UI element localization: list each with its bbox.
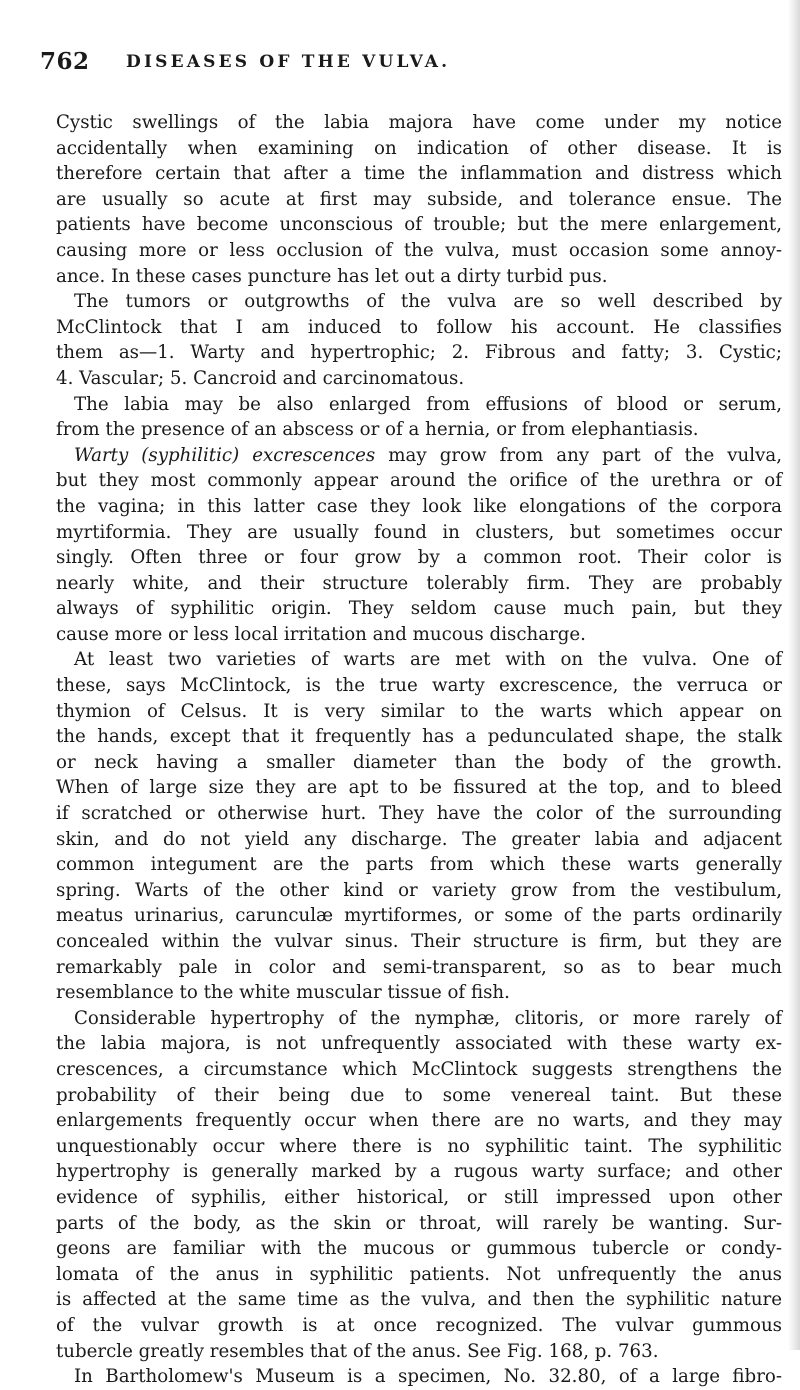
text-line: ance. In these cases puncture has let out a dirty turbid pus. (56, 265, 608, 287)
text-line: tubercle greatly resembles that of the anus. See Fig. 168, p. 763. (56, 1340, 659, 1362)
text-line: nearly white, and their structure tolerably firm. They are probably (56, 572, 782, 594)
text-line: of the vulvar growth is at once recognized. The vulvar gummous (56, 1314, 782, 1336)
text-line: evidence of syphilis, either historical, or still impressed upon other (56, 1186, 782, 1208)
page-number: 762 (40, 48, 90, 75)
text-line: In Bartholomew's Museum is a specimen, No. 32.80, of a large fibro- (74, 1366, 782, 1388)
text-line: Cystic swellings of the labia majora have come under my notice (56, 112, 782, 133)
text-line: them as—1. Warty and hypertrophic; 2. Fibrous and fatty; 3. Cystic; (56, 342, 782, 364)
text-line: thymion of Celsus. It is very similar to the warts which appear on (56, 700, 782, 722)
text-line: When of large size they are apt to be fissured at the top, and to bleed (56, 777, 782, 799)
text-line: concealed within the vulvar sinus. Their structure is firm, but they are (56, 931, 782, 952)
text-line: geons are familiar with the mucous or gummous tubercle or condy- (56, 1238, 782, 1260)
text-line: probability of their being due to some venereal taint. But these (56, 1084, 782, 1106)
text-line: remarkably pale in color and semi-transparent, so as to bear much (56, 956, 782, 978)
text-line: the vagina; in this latter case they look like elongations of the corpora (56, 495, 782, 517)
text-line: the labia majora, is not unfrequently associated with these warty ex- (56, 1033, 782, 1055)
text-line: enlargements frequently occur when there are no warts, and they may (56, 1110, 782, 1132)
text-line: are usually so acute at first may subside, and tolerance ensue. The (56, 188, 782, 210)
text-line: patients have become unconscious of trouble; but the mere enlargement, (56, 214, 782, 236)
body-text (56, 110, 782, 1390)
text-line: cause more or less local irritation and mucous discharge. (56, 623, 586, 645)
text-line: McClintock that I am induced to follow his account. He classifies (56, 316, 782, 338)
text-line: these, says McClintock, is the true warty excrescence, the verruca or (56, 675, 782, 697)
text-line: meatus urinarius, carunculæ myrtiformes, or some of the parts ordinarily (56, 905, 782, 927)
text-line: therefore certain that after a time the inflammation and distress which (56, 163, 782, 185)
text-line: The tumors or outgrowths of the vulva are so well described by (74, 291, 782, 313)
warty-italic-heading: Warty (syphilitic) excrescences (74, 444, 376, 466)
page-edge-shadow (788, 0, 800, 1350)
text-line: unquestionably occur where there is no syphilitic taint. The syphilitic (56, 1135, 782, 1157)
text-line: resemblance to the white muscular tissue of fish. (56, 982, 510, 1004)
text-line: causing more or less occlusion of the vulva, must occasion some annoy- (56, 239, 782, 261)
text-line: is affected at the same time as the vulva, and then the syphilitic nature (56, 1289, 782, 1311)
text-line: 4. Vascular; 5. Cancroid and carcinomatous. (56, 367, 465, 389)
text-line: myrtiformia. They are usually found in clusters, but sometimes occur (56, 521, 782, 543)
running-title: DISEASES OF THE VULVA. (126, 52, 451, 72)
text-line: lomata of the anus in syphilitic patients. Not unfrequently the anus (56, 1263, 782, 1285)
text-line: Considerable hypertrophy of the nymphæ, clitoris, or more rarely of (74, 1007, 782, 1029)
text-line: hypertrophy is generally marked by a rugous warty surface; and other (56, 1161, 782, 1183)
text-line-warty (56, 443, 782, 469)
page-header (40, 48, 780, 78)
text-line: crescences, a circumstance which McClintock suggests strengthens the (56, 1058, 782, 1080)
text-line: always of syphilitic origin. They seldom cause much pain, but they (56, 598, 782, 620)
warty-rest: may grow from any part of the vulva, (375, 444, 782, 466)
text-line: the hands, except that it frequently has a pedunculated shape, the stalk (56, 726, 782, 748)
text-line: skin, and do not yield any discharge. The greater labia and adjacent (56, 828, 782, 850)
text-line: common integument are the parts from which these warts generally (56, 854, 782, 876)
text-line: At least two varieties of warts are met with on the vulva. One of (74, 649, 782, 671)
text-line: parts of the body, as the skin or throat, will rarely be wanting. Sur- (56, 1212, 782, 1234)
text-line: or neck having a smaller diameter than the body of the growth. (56, 751, 782, 773)
text-line: but they most commonly appear around the orifice of the urethra or of (56, 470, 782, 492)
text-line: spring. Warts of the other kind or variety grow from the vestibulum, (56, 879, 782, 901)
text-line: singly. Often three or four grow by a common root. Their color is (56, 547, 782, 569)
text-line: The labia may be also enlarged from effusions of blood or serum, (74, 393, 782, 415)
text-line: from the presence of an abscess or of a hernia, or from elephantiasis. (56, 419, 699, 441)
text-line: if scratched or otherwise hurt. They have the color of the surrounding (56, 803, 782, 825)
text-line: accidentally when examining on indication of other disease. It is (56, 137, 782, 159)
